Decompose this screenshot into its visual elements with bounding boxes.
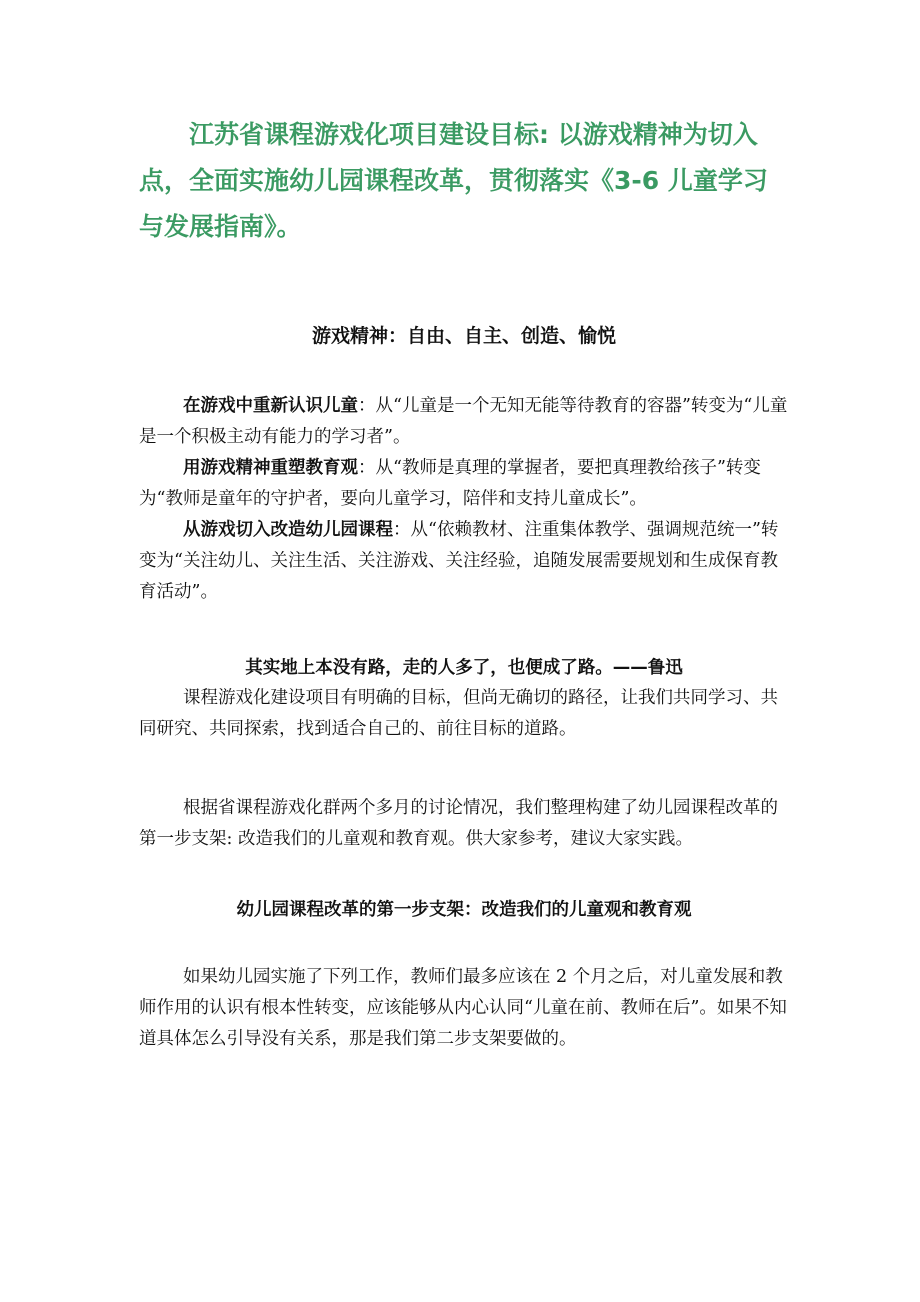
luxun-quote: 其实地上本没有路，走的人多了，也便成了路。——鲁迅 — [245, 658, 683, 678]
framework-heading: 幼儿园课程改革的第一步支架：改造我们的儿童观和教育观 — [236, 900, 692, 920]
transformation-lead: 用游戏精神重塑教育观 — [183, 458, 358, 478]
transformation-paragraph — [139, 391, 789, 453]
transformation-paragraph — [139, 515, 789, 608]
transformation-text: ：从“儿童是一个无知无能等待教育的容器”转变为“儿童是一个积极主动有能力的学习者”。 — [139, 396, 788, 447]
transformation-lead: 在游戏中重新认识儿童 — [183, 396, 358, 416]
transformation-text: ：从“教师是真理的掌握者，要把真理教给孩子”转变为“教师是童年的守护者，要向儿童学习，陪伴和支持儿童成长”。 — [139, 458, 761, 509]
transformation-text: ：从“依赖教材、注重集体教学、强调规范统一”转变为“关注幼儿、关注生活、关注游戏、关注经验，追随发展需要规划和生成保育教育活动”。 — [139, 520, 779, 602]
transformation-paragraph — [139, 453, 789, 515]
document-body — [139, 112, 789, 1055]
path-paragraph: 课程游戏化建设项目有明确的目标，但尚无确切的路径，让我们共同学习、共同研究、共同探索，找到适合自己的、前往目标的道路。 — [139, 688, 778, 739]
closing-paragraph: 如果幼儿园实施了下列工作，教师们最多应该在 2 个月之后，对儿童发展和教师作用的认识有根本性转变，应该能够从内心认同“儿童在前、教师在后”。如果不知道具体怎么引导没有关系，那是我们第二步支架要做的。 — [139, 967, 787, 1049]
transformation-lead: 从游戏切入改造幼儿园课程 — [183, 520, 393, 540]
project-goal-title: 江苏省课程游戏化项目建设目标: 以游戏精神为切入点，全面实施幼儿园课程改革，贯彻落实《3-6 儿童学习与发展指南》。 — [139, 120, 768, 241]
framework-intro-paragraph: 根据省课程游戏化群两个多月的讨论情况，我们整理构建了幼儿园课程改革的第一步支架: 改造我们的儿童观和教育观。供大家参考，建议大家实践。 — [139, 798, 778, 849]
game-spirit-heading: 游戏精神：自由、自主、创造、愉悦 — [311, 325, 616, 347]
